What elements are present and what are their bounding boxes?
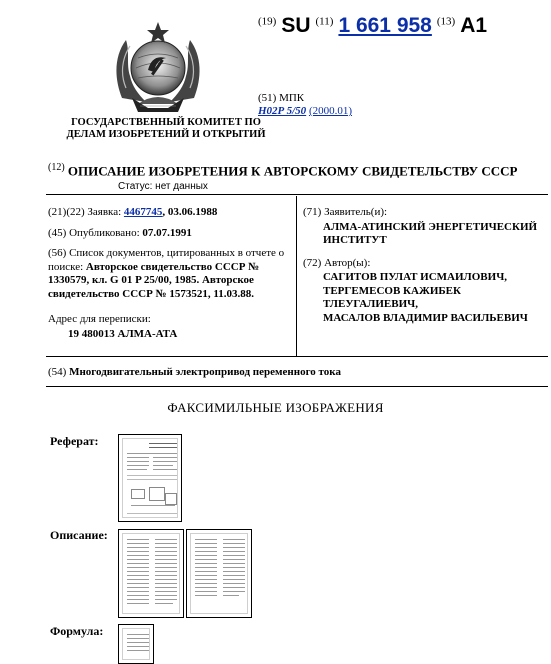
- code-11: (11): [315, 15, 334, 28]
- divider-bottom: [46, 386, 548, 387]
- address-value: 19 480013 АЛМА-АТА: [68, 327, 178, 340]
- published-date: 07.07.1991: [142, 226, 192, 239]
- patent-number-link[interactable]: 1 661 958: [338, 14, 432, 37]
- abstract-page-image: [122, 438, 178, 518]
- kind-code: A1: [460, 14, 488, 37]
- claims-page-image: [122, 628, 150, 660]
- country-code: SU: [281, 14, 311, 37]
- code-54: (54): [48, 366, 70, 378]
- claims-thumbnail[interactable]: [118, 624, 154, 664]
- facsimile-heading: ФАКСИМИЛЬНЫЕ ИЗОБРАЖЕНИЯ: [167, 400, 384, 415]
- code-12: (12): [48, 162, 65, 173]
- abstract-label: Реферат:: [50, 434, 99, 448]
- description-page-2-image: [190, 533, 248, 614]
- published-row: [48, 227, 294, 241]
- mpk-label: (51) МПК: [258, 92, 305, 104]
- bibliographic-left: [48, 206, 294, 348]
- applicant-label: (71) Заявитель(и):: [303, 206, 388, 218]
- author-3: ТЛЕУГАЛИЕВИЧ,: [323, 298, 418, 310]
- document-title: [48, 162, 517, 179]
- author-4: МАСАЛОВ ВЛАДИМИР ВАСИЛЬЕВИЧ: [323, 311, 528, 324]
- state-emblem-icon: [108, 18, 208, 118]
- cited-docs-row: [48, 247, 294, 301]
- application-row: [48, 206, 294, 220]
- description-page-1-image: [122, 533, 180, 614]
- author-2: ТЕРГЕМЕСОВ КАЖИБЕК: [323, 284, 461, 297]
- applicant-line-2: ИНСТИТУТ: [323, 234, 387, 246]
- abstract-thumbnail[interactable]: [118, 434, 182, 522]
- mpk-classification: [258, 105, 352, 117]
- code-19: (19): [258, 15, 277, 28]
- description-label: Описание:: [50, 528, 108, 542]
- committee-name: [66, 117, 266, 141]
- document-title-text: ОПИСАНИЕ ИЗОБРЕТЕНИЯ К АВТОРСКОМУ СВИДЕТЕЛЬСТВУ СССР: [67, 163, 518, 179]
- bibliographic-right: [303, 206, 547, 325]
- application-date: , 03.06.1988: [162, 206, 218, 218]
- committee-line-1: ГОСУДАРСТВЕННЫЙ КОМИТЕТ ПО: [71, 117, 261, 128]
- invention-title-row: [48, 366, 341, 378]
- author-1: САГИТОВ ПУЛАТ ИСМАИЛОВИЧ,: [323, 271, 508, 283]
- cited-docs-label: (56) Список документов, цитированных в отчете о поиске:: [48, 247, 285, 273]
- claims-label: Формула:: [50, 624, 104, 638]
- published-label: (45) Опубликовано:: [48, 226, 143, 239]
- application-number-link[interactable]: 4467745: [123, 206, 163, 218]
- applicant-line-1: АЛМА-АТИНСКИЙ ЭНЕРГЕТИЧЕСКИЙ: [323, 220, 538, 233]
- mpk-version-link[interactable]: (2000.01): [308, 105, 353, 117]
- patent-number-line: [258, 14, 487, 38]
- address-label: Адрес для переписки:: [48, 313, 151, 325]
- column-divider: [296, 196, 297, 356]
- code-13: (13): [436, 15, 456, 28]
- divider-middle: [46, 356, 548, 357]
- cited-docs-text: Авторское свидетельство СССР № 1330579, кл. G 01 P 25/00, 1985. Авторское свидетельство СССР № 1573521, 11.03.88.: [48, 260, 260, 300]
- authors-label: (72) Автор(ы):: [303, 256, 371, 269]
- committee-line-2: ДЕЛАМ ИЗОБРЕТЕНИЙ И ОТКРЫТИЙ: [66, 129, 266, 140]
- description-thumbnail-1[interactable]: [118, 529, 184, 618]
- invention-title: Многодвигательный электропривод переменного тока: [69, 366, 341, 378]
- divider-top: [46, 194, 548, 195]
- description-thumbnail-2[interactable]: [186, 529, 252, 618]
- status-text: Статус: нет данных: [118, 181, 208, 192]
- application-label: (21)(22) Заявка:: [48, 206, 124, 218]
- mpk-class-link[interactable]: H02P 5/50: [258, 105, 307, 117]
